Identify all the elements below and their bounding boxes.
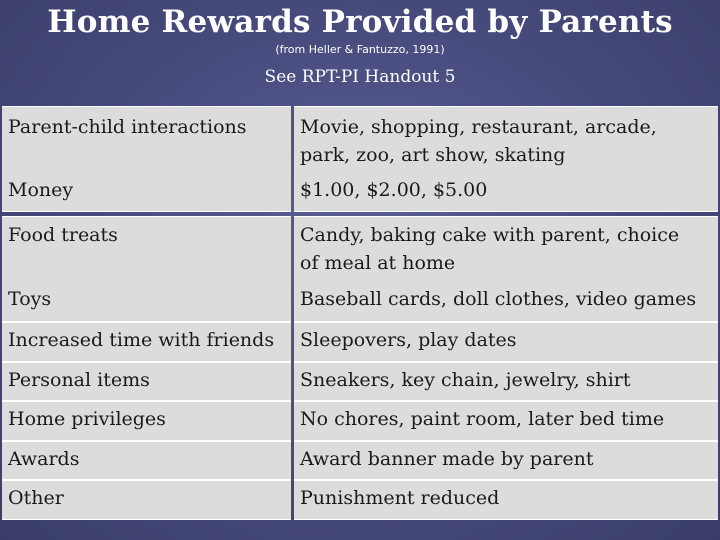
examples-text: park, zoo, art show, skating	[300, 144, 566, 166]
examples-text: Baseball cards, doll clothes, video games	[300, 288, 697, 310]
category-label: Awards	[8, 448, 80, 470]
category-label: Food treats	[8, 224, 118, 246]
examples-cell	[294, 401, 718, 441]
table-row	[2, 216, 718, 322]
examples-cell	[294, 216, 718, 322]
examples-cell	[294, 362, 718, 401]
category-cell	[2, 480, 291, 520]
category-label: Toys	[8, 288, 52, 310]
examples-text: Movie, shopping, restaurant, arcade,	[300, 116, 657, 138]
examples-text: Punishment reduced	[300, 487, 500, 509]
handout-reference: See RPT-PI Handout 5	[264, 67, 456, 87]
category-label: Home privileges	[8, 408, 166, 430]
table-row	[2, 106, 718, 212]
slide-subtitle: (from Heller & Fantuzzo, 1991)	[275, 43, 445, 56]
examples-text: Candy, baking cake with parent, choice	[300, 224, 680, 246]
table-row	[2, 441, 718, 480]
category-cell	[2, 322, 291, 362]
slide-title: Home Rewards Provided by Parents	[47, 4, 673, 40]
examples-cell	[294, 441, 718, 480]
category-label: Other	[8, 487, 64, 509]
examples-cell	[294, 322, 718, 362]
rewards-table	[0, 106, 720, 520]
table-row	[2, 480, 718, 520]
examples-cell	[294, 106, 718, 212]
category-cell	[2, 106, 291, 212]
examples-text: No chores, paint room, later bed time	[300, 408, 665, 430]
examples-text: Sleepovers, play dates	[300, 329, 517, 351]
examples-cell	[294, 480, 718, 520]
category-cell	[2, 362, 291, 401]
table-row	[2, 322, 718, 362]
category-label: Personal items	[8, 369, 150, 391]
table-row	[2, 362, 718, 401]
category-cell	[2, 216, 291, 322]
category-label: Money	[8, 179, 74, 201]
examples-text: Award banner made by parent	[300, 448, 594, 470]
table-row	[2, 401, 718, 441]
category-cell	[2, 401, 291, 441]
category-label: Increased time with friends	[8, 329, 275, 351]
examples-text: $1.00, $2.00, $5.00	[300, 179, 488, 201]
category-label: Parent-child interactions	[8, 116, 247, 138]
category-cell	[2, 441, 291, 480]
examples-text: Sneakers, key chain, jewelry, shirt	[300, 369, 631, 391]
examples-text: of meal at home	[300, 252, 456, 274]
